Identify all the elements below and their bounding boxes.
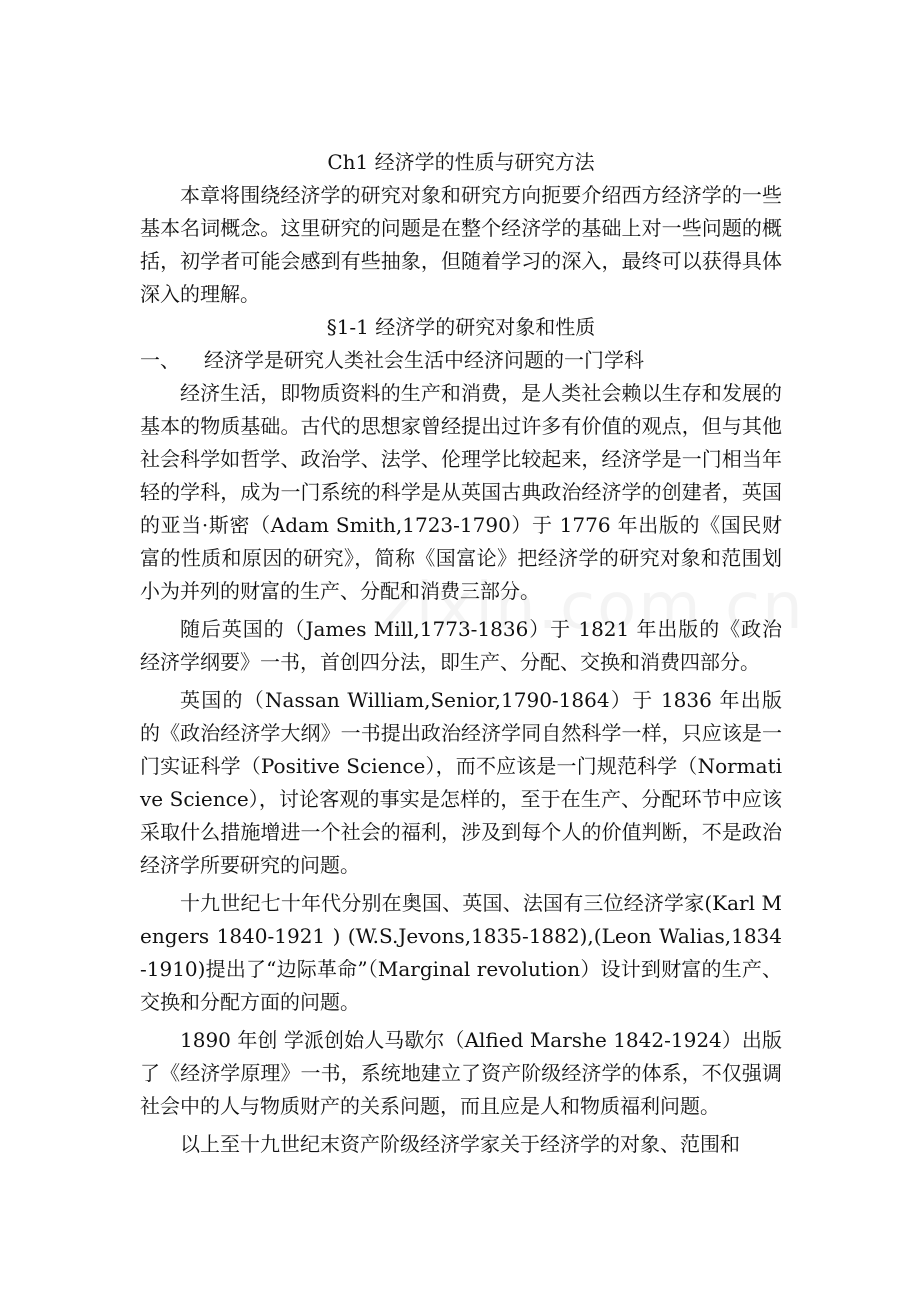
heading-text: 经济学是研究人类社会生活中经济问题的一门学科: [204, 348, 644, 372]
body-paragraph: 随后英国的（James Mill,1773-1836）于 1821 年出版的《政治经济学纲要》一书，首创四分法，即生产、分配、交换和消费四部分。: [140, 617, 782, 674]
intro-paragraph: 本章将围绕经济学的研究对象和研究方向扼要介绍西方经济学的一些基本名词概念。这里研究的问题是在整个经济学的基础上对一些问题的概括，初学者可能会感到有些抽象，但随着学习的深入，最终可以获得具体深入的理解。: [140, 183, 782, 306]
body-paragraph: 经济生活，即物质资料的生产和消费，是人类社会赖以生存和发展的基本的物质基础。古代的思想家曾经提出过许多有价值的观点，但与其他社会科学如哲学、政治学、法学、伦理学比较起来，经济学是一门相当年轻的学科，成为一门系统的科学是从英国古典政治经济学的创建者，英国的亚当·斯密（Adam Smith,1723-1790）于 1776 年出版的《国民财富的性质和原因的研究》，简称《国富论》把经济学的研究对象和范围划小为并列的财富的生产、分配和消费三部分。: [140, 381, 782, 603]
section-title: §1-1 经济学的研究对象和性质: [326, 315, 596, 339]
body-paragraph: 英国的（Nassan William,Senior,1790-1864）于 1836 年出版的《政治经济学大纲》一书提出政治经济学同自然科学一样，只应该是一门实证科学（Positive Science），而不应该是一门规范科学（Normative Science），讨论客观的事实是怎样的，至于在生产、分配环节中应该采取什么措施增进一个社会的福利，涉及到每个人的价值判断，不是政治经济学所要研究的问题。: [140, 688, 782, 877]
chapter-title: Ch1 经济学的性质与研究方法: [327, 150, 595, 174]
body-paragraph: 十九世纪七十年代分别在奥国、英国、法国有三位经济学家(Karl Mengers 1840-1921 ) (W.S.Jevons,1835-1882),(Leon Walias,1834-1910)提出了“边际革命”（Marginal revolution）设计到财富的生产、交换和分配方面的问题。: [140, 891, 782, 1014]
subsection-heading: [140, 344, 782, 377]
document-page: [140, 146, 782, 1161]
body-paragraph: 以上至十九世纪末资产阶级经济学家关于经济学的对象、范围和: [180, 1132, 740, 1156]
heading-number: 一、: [140, 348, 180, 372]
body-paragraph: 1890 年创 学派创始人马歇尔（Alfied Marshe 1842-1924）出版了《经济学原理》一书，系统地建立了资产阶级经济学的体系，不仅强调社会中的人与物质财产的关系问题，而且应是人和物质福利问题。: [140, 1028, 782, 1118]
